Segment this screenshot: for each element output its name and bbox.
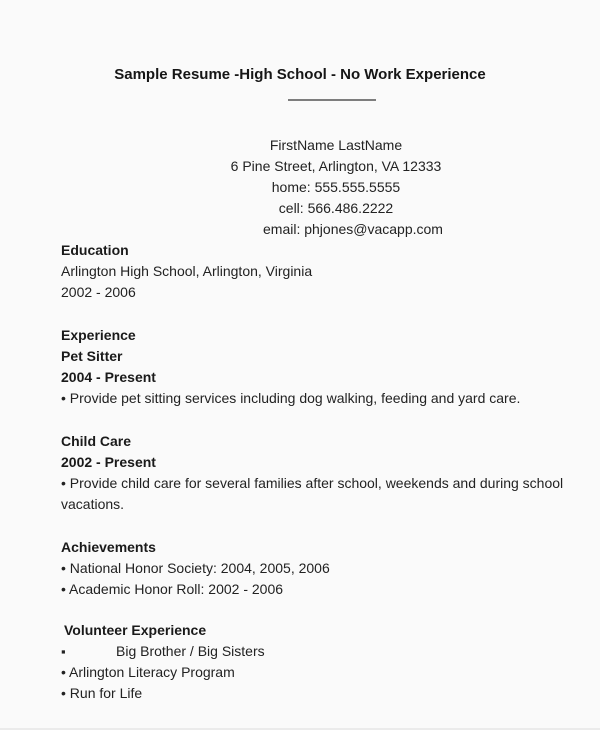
education-heading: Education	[61, 242, 129, 258]
page-title: Sample Resume -High School - No Work Experience	[114, 66, 486, 83]
contact-email: email: phjones@vacapp.com	[263, 221, 443, 237]
job-title-pet-sitter: Pet Sitter	[61, 348, 123, 364]
child-care-section	[61, 431, 600, 515]
experience-section	[61, 325, 600, 409]
job-bullet-child-care: • Provide child care for several families after school, weekends and during school vacations.	[61, 475, 564, 512]
achievement-item: • National Honor Society: 2004, 2005, 2006	[61, 560, 330, 576]
contact-name: FirstName LastName	[269, 137, 403, 153]
job-dates-pet-sitter: 2004 - Present	[61, 369, 156, 385]
achievements-heading: Achievements	[61, 539, 156, 555]
volunteer-item: • Arlington Literacy Program	[61, 664, 235, 680]
education-section	[61, 240, 600, 303]
volunteer-section	[61, 620, 600, 704]
title-divider	[288, 99, 376, 101]
job-bullet-pet-sitter: • Provide pet sitting services including dog walking, feeding and yard care.	[61, 390, 521, 406]
volunteer-item-label: Big Brother / Big Sisters	[116, 643, 265, 659]
achievement-item: • Academic Honor Roll: 2002 - 2006	[61, 581, 284, 597]
education-school: Arlington High School, Arlington, Virginia	[61, 263, 313, 279]
job-title-child-care: Child Care	[61, 433, 132, 449]
achievements-section	[61, 537, 600, 600]
contact-address: 6 Pine Street, Arlington, VA 12333	[230, 158, 442, 174]
education-years: 2002 - 2006	[61, 284, 136, 300]
contact-block	[0, 135, 600, 240]
experience-heading: Experience	[61, 327, 136, 343]
square-bullet-icon: ▪	[61, 644, 66, 659]
volunteer-item-big-brother	[61, 641, 600, 662]
contact-home-phone: home: 555.555.5555	[271, 179, 401, 195]
job-dates-child-care: 2002 - Present	[61, 454, 156, 470]
volunteer-heading: Volunteer Experience	[64, 622, 207, 638]
volunteer-item: • Run for Life	[61, 685, 143, 701]
contact-cell-phone: cell: 566.486.2222	[278, 200, 394, 216]
